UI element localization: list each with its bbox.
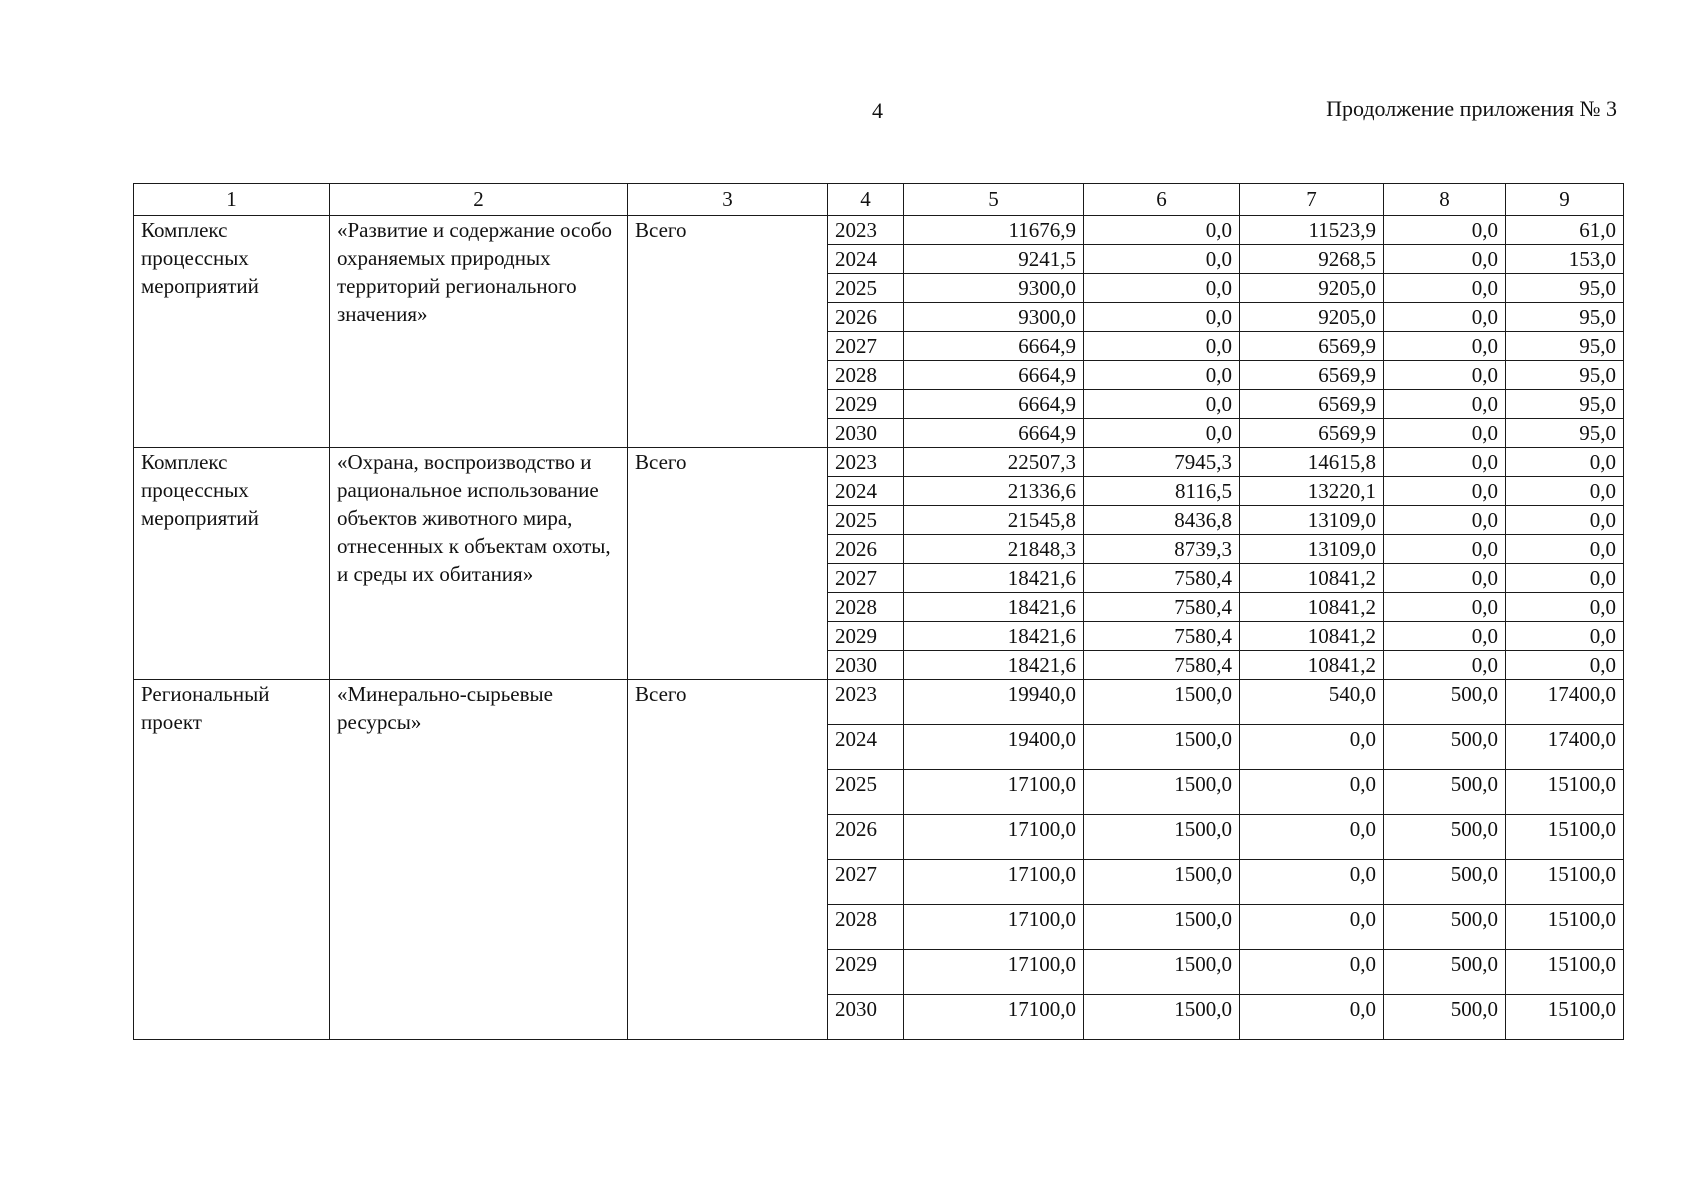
value-cell-col5: 9241,5 [904,245,1084,274]
value-cell-col5: 21848,3 [904,535,1084,564]
value-cell-col5: 18421,6 [904,593,1084,622]
value-cell-col7: 13109,0 [1240,506,1384,535]
year-cell: 2029 [828,390,904,419]
value-cell-col9: 0,0 [1506,477,1624,506]
value-cell-col7: 6569,9 [1240,332,1384,361]
value-cell-col6: 7580,4 [1084,564,1240,593]
value-cell-col9: 95,0 [1506,361,1624,390]
value-cell-col8: 0,0 [1384,303,1506,332]
value-cell-col5: 6664,9 [904,332,1084,361]
value-cell-col7: 540,0 [1240,680,1384,725]
value-cell-col5: 17100,0 [904,815,1084,860]
group-name-cell: «Охрана, воспроизводство и рациональное использование объектов животного мира, отнесенных к объектам охоты, и среды их обитания» [330,448,628,680]
value-cell-col8: 0,0 [1384,622,1506,651]
value-cell-col9: 15100,0 [1506,950,1624,995]
value-cell-col7: 0,0 [1240,860,1384,905]
value-cell-col7: 11523,9 [1240,216,1384,245]
value-cell-col8: 0,0 [1384,593,1506,622]
value-cell-col6: 8739,3 [1084,535,1240,564]
value-cell-col8: 0,0 [1384,274,1506,303]
value-cell-col8: 0,0 [1384,361,1506,390]
value-cell-col6: 0,0 [1084,303,1240,332]
column-header-4: 4 [828,184,904,216]
group-type-cell: Комплекс процессных мероприятий [134,448,330,680]
value-cell-col5: 19940,0 [904,680,1084,725]
value-cell-col6: 7580,4 [1084,593,1240,622]
table-row [134,680,1624,725]
value-cell-col5: 22507,3 [904,448,1084,477]
value-cell-col8: 500,0 [1384,725,1506,770]
value-cell-col9: 0,0 [1506,593,1624,622]
funding-source-cell: Всего [628,448,828,680]
column-header-1: 1 [134,184,330,216]
value-cell-col9: 0,0 [1506,506,1624,535]
year-cell: 2025 [828,274,904,303]
value-cell-col7: 0,0 [1240,725,1384,770]
value-cell-col8: 0,0 [1384,506,1506,535]
year-cell: 2026 [828,303,904,332]
value-cell-col5: 17100,0 [904,860,1084,905]
value-cell-col5: 6664,9 [904,361,1084,390]
value-cell-col6: 0,0 [1084,216,1240,245]
value-cell-col8: 500,0 [1384,815,1506,860]
value-cell-col8: 0,0 [1384,535,1506,564]
value-cell-col7: 9268,5 [1240,245,1384,274]
year-cell: 2030 [828,995,904,1040]
value-cell-col8: 500,0 [1384,860,1506,905]
value-cell-col9: 95,0 [1506,303,1624,332]
value-cell-col7: 13109,0 [1240,535,1384,564]
value-cell-col7: 0,0 [1240,770,1384,815]
value-cell-col9: 0,0 [1506,448,1624,477]
value-cell-col9: 15100,0 [1506,905,1624,950]
year-cell: 2025 [828,770,904,815]
table-row [134,216,1624,245]
value-cell-col8: 0,0 [1384,332,1506,361]
value-cell-col8: 500,0 [1384,680,1506,725]
value-cell-col5: 9300,0 [904,274,1084,303]
year-cell: 2027 [828,860,904,905]
value-cell-col5: 17100,0 [904,995,1084,1040]
year-cell: 2024 [828,725,904,770]
value-cell-col7: 10841,2 [1240,622,1384,651]
value-cell-col5: 6664,9 [904,419,1084,448]
value-cell-col7: 9205,0 [1240,303,1384,332]
value-cell-col8: 0,0 [1384,390,1506,419]
group-type-cell: Комплекс процессных мероприятий [134,216,330,448]
value-cell-col9: 153,0 [1506,245,1624,274]
value-cell-col6: 0,0 [1084,245,1240,274]
year-cell: 2029 [828,950,904,995]
value-cell-col5: 11676,9 [904,216,1084,245]
value-cell-col8: 500,0 [1384,950,1506,995]
value-cell-col5: 9300,0 [904,303,1084,332]
page-number: 4 [872,98,883,123]
value-cell-col6: 0,0 [1084,390,1240,419]
value-cell-col8: 0,0 [1384,564,1506,593]
year-cell: 2023 [828,680,904,725]
value-cell-col9: 0,0 [1506,651,1624,680]
year-cell: 2028 [828,905,904,950]
value-cell-col6: 1500,0 [1084,725,1240,770]
appendix-note: Продолжение приложения № 3 [1326,96,1617,121]
year-cell: 2029 [828,622,904,651]
value-cell-col7: 0,0 [1240,995,1384,1040]
value-cell-col8: 0,0 [1384,245,1506,274]
value-cell-col6: 8436,8 [1084,506,1240,535]
year-cell: 2024 [828,477,904,506]
value-cell-col5: 21545,8 [904,506,1084,535]
value-cell-col9: 95,0 [1506,274,1624,303]
value-cell-col7: 0,0 [1240,950,1384,995]
value-cell-col8: 0,0 [1384,651,1506,680]
value-cell-col9: 95,0 [1506,390,1624,419]
year-cell: 2027 [828,332,904,361]
value-cell-col6: 0,0 [1084,274,1240,303]
value-cell-col5: 21336,6 [904,477,1084,506]
value-cell-col8: 0,0 [1384,216,1506,245]
value-cell-col5: 17100,0 [904,905,1084,950]
value-cell-col6: 8116,5 [1084,477,1240,506]
funding-source-cell: Всего [628,680,828,1040]
value-cell-col6: 1500,0 [1084,860,1240,905]
column-header-9: 9 [1506,184,1624,216]
value-cell-col6: 7580,4 [1084,651,1240,680]
value-cell-col6: 0,0 [1084,332,1240,361]
value-cell-col9: 15100,0 [1506,860,1624,905]
value-cell-col7: 6569,9 [1240,361,1384,390]
value-cell-col7: 10841,2 [1240,593,1384,622]
year-cell: 2023 [828,216,904,245]
value-cell-col5: 17100,0 [904,770,1084,815]
value-cell-col6: 1500,0 [1084,950,1240,995]
year-cell: 2025 [828,506,904,535]
value-cell-col9: 95,0 [1506,332,1624,361]
value-cell-col9: 15100,0 [1506,995,1624,1040]
value-cell-col9: 95,0 [1506,419,1624,448]
value-cell-col6: 1500,0 [1084,770,1240,815]
value-cell-col6: 1500,0 [1084,815,1240,860]
group-name-cell: «Минерально-сырьевые ресурсы» [330,680,628,1040]
value-cell-col9: 0,0 [1506,622,1624,651]
value-cell-col8: 0,0 [1384,419,1506,448]
value-cell-col7: 0,0 [1240,905,1384,950]
value-cell-col5: 18421,6 [904,564,1084,593]
value-cell-col5: 19400,0 [904,725,1084,770]
value-cell-col5: 17100,0 [904,950,1084,995]
value-cell-col7: 14615,8 [1240,448,1384,477]
value-cell-col9: 17400,0 [1506,725,1624,770]
group-name-cell: «Развитие и содержание особо охраняемых природных территорий регионального значения» [330,216,628,448]
column-number-row [134,184,1624,216]
year-cell: 2024 [828,245,904,274]
value-cell-col9: 15100,0 [1506,815,1624,860]
column-header-8: 8 [1384,184,1506,216]
value-cell-col5: 6664,9 [904,390,1084,419]
value-cell-col9: 0,0 [1506,535,1624,564]
table-row [134,448,1624,477]
value-cell-col6: 7580,4 [1084,622,1240,651]
budget-table [133,183,1624,1040]
value-cell-col5: 18421,6 [904,622,1084,651]
value-cell-col8: 500,0 [1384,905,1506,950]
value-cell-col8: 0,0 [1384,477,1506,506]
value-cell-col7: 0,0 [1240,815,1384,860]
column-header-6: 6 [1084,184,1240,216]
value-cell-col8: 0,0 [1384,448,1506,477]
column-header-7: 7 [1240,184,1384,216]
year-cell: 2026 [828,815,904,860]
year-cell: 2023 [828,448,904,477]
year-cell: 2028 [828,361,904,390]
value-cell-col7: 10841,2 [1240,564,1384,593]
value-cell-col9: 15100,0 [1506,770,1624,815]
value-cell-col9: 0,0 [1506,564,1624,593]
value-cell-col9: 61,0 [1506,216,1624,245]
value-cell-col6: 1500,0 [1084,905,1240,950]
year-cell: 2030 [828,651,904,680]
value-cell-col7: 10841,2 [1240,651,1384,680]
value-cell-col7: 6569,9 [1240,390,1384,419]
column-header-2: 2 [330,184,628,216]
value-cell-col6: 7945,3 [1084,448,1240,477]
value-cell-col8: 500,0 [1384,770,1506,815]
value-cell-col7: 9205,0 [1240,274,1384,303]
group-type-cell: Региональный проект [134,680,330,1040]
value-cell-col7: 13220,1 [1240,477,1384,506]
value-cell-col9: 17400,0 [1506,680,1624,725]
year-cell: 2028 [828,593,904,622]
table-body [134,216,1624,1040]
funding-source-cell: Всего [628,216,828,448]
column-header-5: 5 [904,184,1084,216]
value-cell-col8: 500,0 [1384,995,1506,1040]
value-cell-col6: 1500,0 [1084,680,1240,725]
value-cell-col6: 1500,0 [1084,995,1240,1040]
year-cell: 2026 [828,535,904,564]
value-cell-col7: 6569,9 [1240,419,1384,448]
year-cell: 2027 [828,564,904,593]
value-cell-col6: 0,0 [1084,361,1240,390]
value-cell-col6: 0,0 [1084,419,1240,448]
value-cell-col5: 18421,6 [904,651,1084,680]
column-header-3: 3 [628,184,828,216]
year-cell: 2030 [828,419,904,448]
